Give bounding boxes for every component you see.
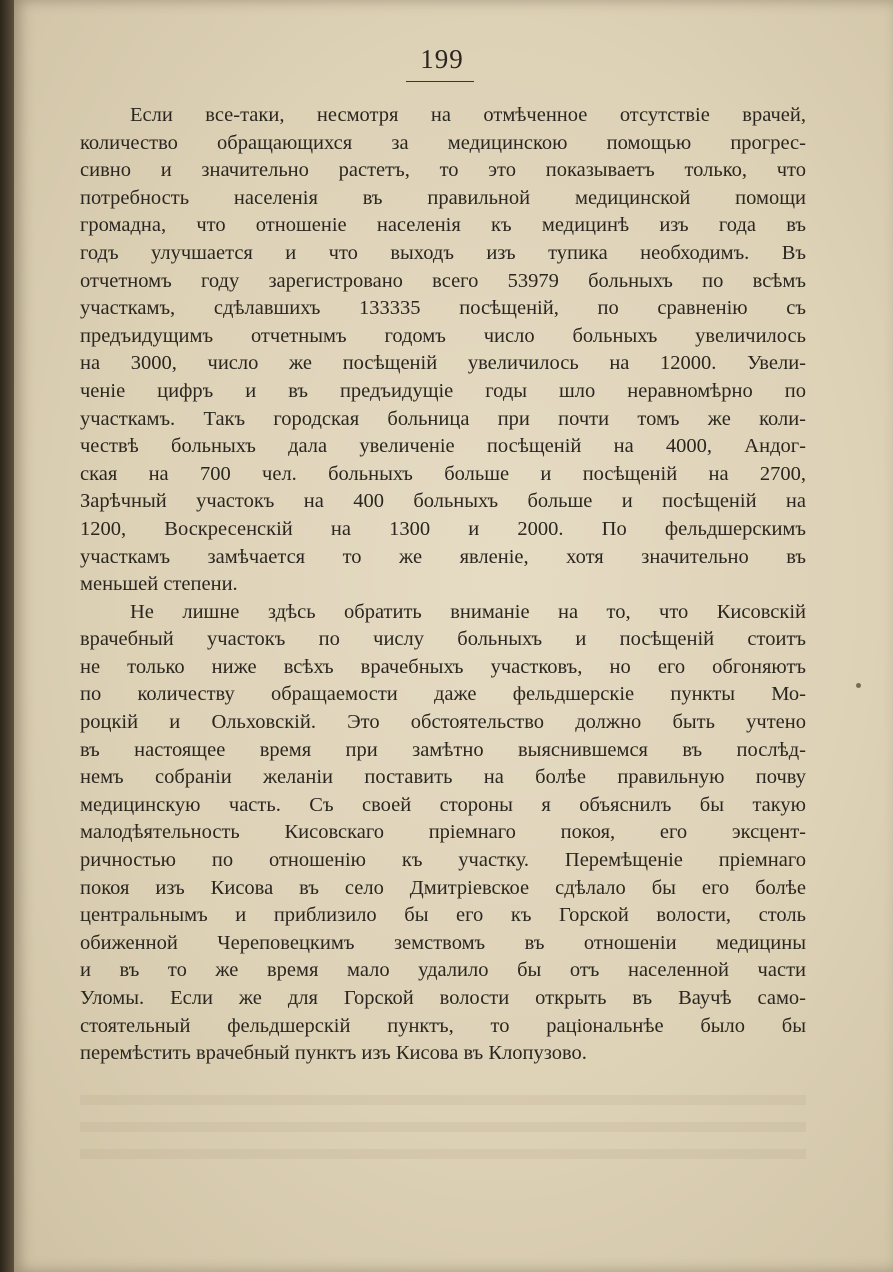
text-line: немъ собраніи желаніи поставить на болѣе правильную почву (80, 766, 806, 789)
text-line: предъидущимъ отчетнымъ годомъ число больныхъ увеличилось (80, 324, 806, 347)
paper-speck (856, 683, 861, 688)
text-line: Уломы. Если же для Горской волости открыть въ Ваучѣ само- (80, 987, 806, 1009)
text-line: Не лишне здѣсь обратить вниманіе на то, что Кисовскій (130, 600, 806, 623)
text-line: покоя изъ Кисова въ село Дмитріевское сдѣлало бы его болѣе (80, 876, 806, 899)
text-line: и въ то же время мало удалило бы отъ населенной части (80, 959, 806, 982)
text-line: Если все-таки, несмотря на отмѣченное отсутствіе врачей, (130, 104, 806, 126)
text-line: перемѣстить врачебный пунктъ изъ Кисова въ Клопузово. (80, 1042, 587, 1065)
text-line: участкамъ замѣчается то же явленіе, хотя значительно въ (80, 545, 806, 568)
text-line: въ настоящее время при замѣтно выяснившемся въ послѣд- (80, 738, 806, 761)
page-number: 199 (420, 44, 464, 74)
text-line: Зарѣчный участокъ на 400 больныхъ больше и посѣщеній на (80, 490, 806, 513)
text-line: 1200, Воскресенскій на 1300 и 2000. По фельдшерскимъ (80, 517, 806, 540)
text-line: меньшей степени. (80, 573, 238, 596)
book-page (14, 0, 893, 1272)
text-line: чествѣ больныхъ дала увеличеніе посѣщеній на 4000, Андог- (80, 435, 806, 458)
text-line: количество обращающихся за медицинскою помощью прогрес- (80, 131, 806, 154)
text-line: ченіе цифръ и въ предъидущіе годы шло неравномѣрно по (80, 379, 806, 402)
paragraph-2 (80, 599, 806, 1068)
text-line: участкамъ, сдѣлавшихъ 133335 посѣщеній, по сравненію съ (80, 297, 806, 320)
page-number-rule (406, 81, 474, 82)
text-line: сивно и значительно растетъ, то это показываетъ только, что (80, 159, 806, 182)
text-line: по количеству обращаемости даже фельдшерскіе пункты Мо- (80, 683, 806, 706)
text-line: стоятельный фельдшерскій пунктъ, то раціональнѣе было бы (80, 1014, 806, 1037)
body-text (80, 102, 806, 1068)
text-line: годъ улучшается и что выходъ изъ тупика необходимъ. Въ (80, 241, 806, 264)
text-line: громадна, что отношеніе населенія къ медицинѣ изъ года въ (80, 214, 806, 237)
text-line: участкамъ. Такъ городская больница при почти томъ же коли- (80, 407, 806, 430)
text-line: медицинскую часть. Съ своей стороны я объяснилъ бы такую (80, 793, 806, 816)
text-line: ричностью по отношенію къ участку. Перемѣщеніе пріемнаго (80, 849, 806, 872)
text-line: не только ниже всѣхъ врачебныхъ участковъ, но его обгоняютъ (80, 655, 806, 678)
text-line: роцкій и Ольховскій. Это обстоятельство должно быть учтено (80, 711, 806, 734)
text-line: потребность населенія въ правильной медицинской помощи (80, 186, 806, 209)
text-line: обиженной Череповецкимъ земствомъ въ отношеніи медицины (80, 931, 806, 954)
text-line: малодѣятельность Кисовскаго пріемнаго покоя, его эксцент- (80, 821, 806, 844)
text-line: отчетномъ году зарегистровано всего 53979 больныхъ по всѣмъ (80, 269, 806, 292)
text-line: врачебный участокъ по числу больныхъ и посѣщеній стоитъ (80, 628, 806, 651)
show-through-text (80, 1095, 806, 1165)
paragraph-1 (80, 102, 806, 599)
text-line: на 3000, число же посѣщеній увеличилось на 12000. Увели- (80, 352, 806, 375)
text-line: центральнымъ и приблизило бы его къ Горской волости, столь (80, 904, 806, 927)
text-line: ская на 700 чел. больныхъ больше и посѣщеній на 2700, (80, 462, 806, 485)
